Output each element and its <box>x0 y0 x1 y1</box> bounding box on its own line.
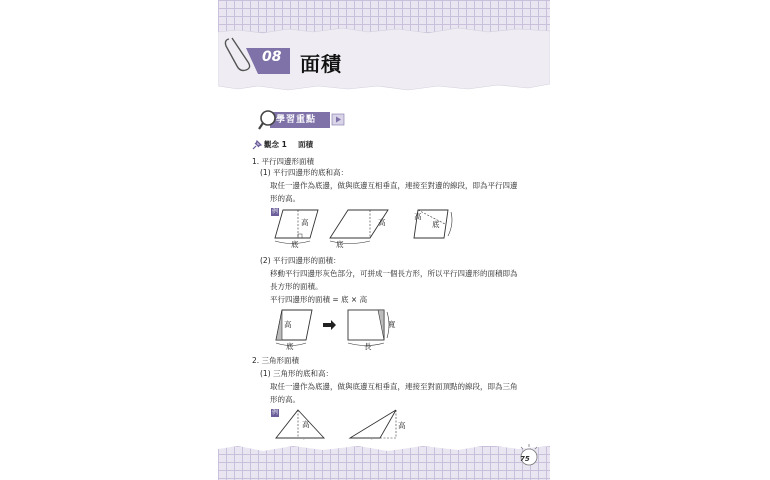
body-text: 取任一邊作為底邊，做與底邊互相垂直，連接至對邊的線段，即為平行四邊 <box>270 181 518 190</box>
figure-label: 高 <box>284 320 292 329</box>
figure-label: 底 <box>432 220 440 229</box>
section-heading: 1. 平行四邊形面積 <box>252 157 315 166</box>
page-number: 75 <box>520 455 530 463</box>
textbook-page <box>218 0 550 480</box>
section-heading: 2. 三角形面積 <box>252 356 300 365</box>
subsection-heading: (2) 平行四邊形的面積： <box>260 256 341 265</box>
figure-label: 高 <box>378 218 386 227</box>
subsection-heading: (1) 三角形的底和高： <box>260 369 334 378</box>
body-text: 形的高。 <box>270 395 300 404</box>
key-points-label: 學習重點 <box>276 115 317 125</box>
body-text: 形的高。 <box>270 194 300 203</box>
figure-label: 高 <box>398 421 406 430</box>
figure-label: 高 <box>302 420 310 429</box>
figure-label: 高 <box>414 212 422 221</box>
pin-icon <box>252 140 262 150</box>
chapter-title: 面積 <box>300 52 342 76</box>
torn-paper-edge <box>218 440 550 454</box>
figure-label: 長 <box>364 342 372 351</box>
figure-label: 高 <box>301 218 309 227</box>
concept-label: 觀念 1 <box>264 140 287 149</box>
area-formula: 平行四邊形的面積 = 底 × 高 <box>270 295 368 304</box>
figure-label: 寬 <box>388 320 396 329</box>
figure-label: 底 <box>291 240 299 249</box>
figure-label: 底 <box>336 240 344 249</box>
example-tag: 例 <box>271 208 278 215</box>
figure-label: 底 <box>286 342 294 351</box>
body-text: 取任一邊作為底邊，做與底邊互相垂直，連接至對面頂點的線段，即為三角 <box>270 382 518 391</box>
example-tag: 例 <box>271 409 278 416</box>
body-text: 長方形的面積。 <box>270 282 323 291</box>
chapter-number: 08 <box>262 49 282 65</box>
concept-title: 面積 <box>298 140 313 149</box>
subsection-heading: (1) 平行四邊形的底和高： <box>260 168 349 177</box>
body-text: 移動平行四邊形灰色部分，可拼成一個長方形，所以平行四邊形的面積即為 <box>270 269 518 278</box>
